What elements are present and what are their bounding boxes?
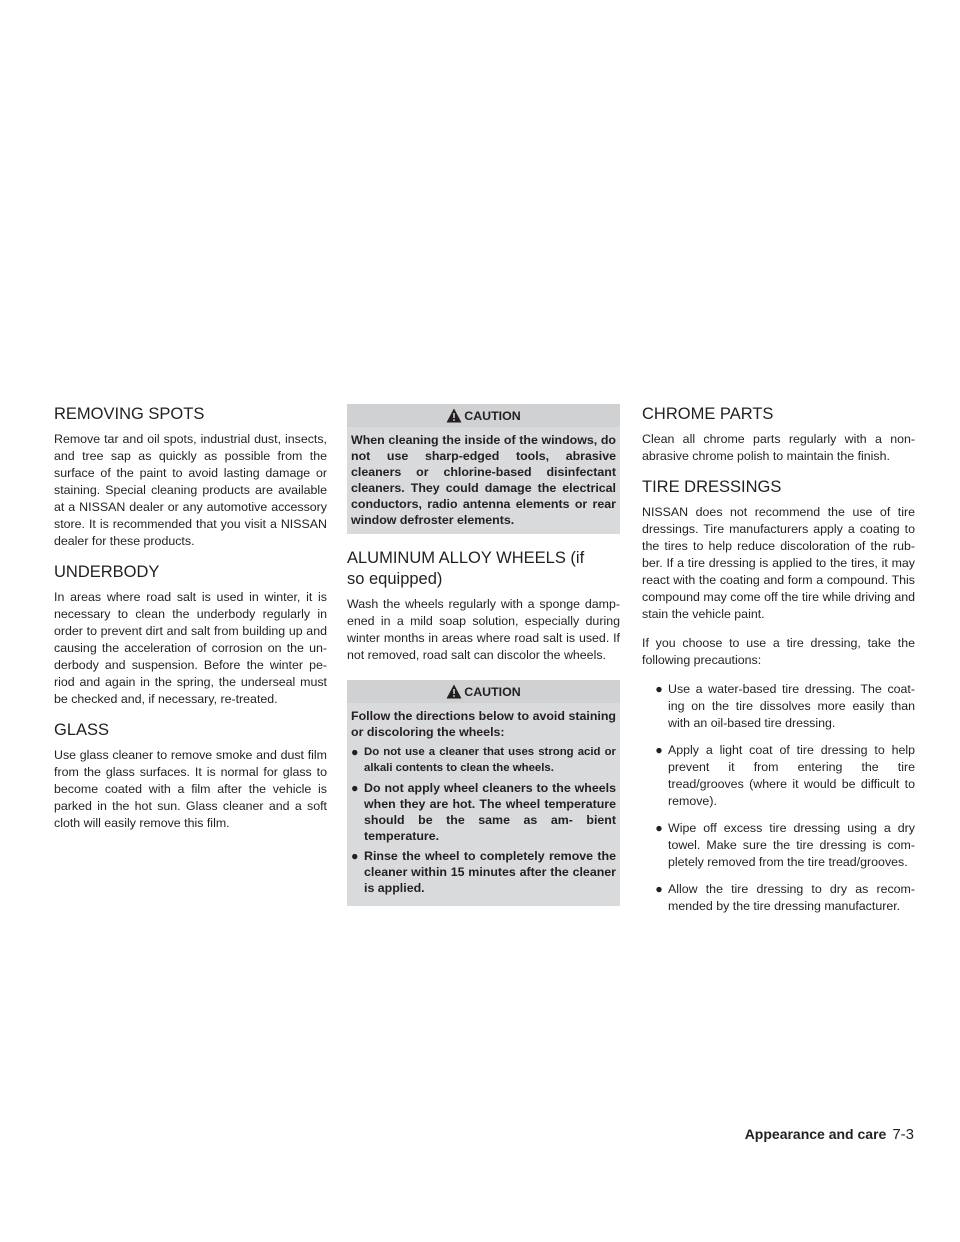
section-tire-dressings: [642, 477, 915, 915]
bullet-icon: ●: [655, 882, 663, 896]
heading-tire-dressings: TIRE DRESSINGS: [642, 478, 782, 496]
caution-bullet: [351, 780, 616, 844]
bullet-icon: ●: [655, 682, 663, 696]
caution-box-wheels: [347, 680, 620, 906]
section-aluminum-wheels: [347, 548, 620, 664]
caution-text-windows: When cleaning the inside of the windows, do not use sharp-edged tools, abrasive cleaners or chlorine-based disinfectant cleaners. They could damage the electrical conductors, radio antenna elements or rear window defroster elements.: [351, 433, 616, 527]
list-item: [650, 681, 915, 732]
caution-label: CAUTION: [464, 684, 521, 699]
list-item-text: Apply a light coat of tire dressing to help prevent it from entering the tire tread/grooves (where it would be difficult to remove).: [668, 743, 915, 808]
section-glass: [54, 720, 327, 832]
heading-removing-spots: REMOVING SPOTS: [54, 405, 205, 423]
paragraph-tire-precautions: If you choose to use a tire dressing, take the following precautions:: [642, 636, 915, 667]
page-footer: [745, 1126, 914, 1143]
list-item-text: Wipe off excess tire dressing using a dry towel. Make sure the tire dressing is com- pletely removed from the tire tread/grooves.: [668, 821, 915, 869]
page-number: 7-3: [892, 1126, 914, 1143]
column-right: [642, 404, 915, 925]
bullet-icon: ●: [351, 849, 359, 863]
caution-box-windows: [347, 404, 620, 534]
caution-bullet-text: Rinse the wheel to completely remove the cleaner within 15 minutes after the cleaner is applied.: [364, 849, 616, 895]
column-middle: [347, 404, 620, 920]
caution-bullet-text: Do not apply wheel cleaners to the wheels when they are hot. The wheel temperature should be the same as am- bient temperature.: [364, 781, 616, 843]
warning-triangle-icon: [446, 408, 462, 423]
bullet-icon: ●: [351, 781, 359, 795]
list-item: [650, 881, 915, 915]
heading-underbody: UNDERBODY: [54, 563, 160, 581]
paragraph-removing-spots: Remove tar and oil spots, industrial dust, insects, and tree sap as quickly as possible from the surface of the paint to avoid lasting damage or staining. Special cleaning products are available at a NISSAN dealer or any automotive accessory store. It is recommended that you visit a NISSAN dealer for these products.: [54, 432, 327, 548]
bullet-icon: ●: [351, 745, 359, 759]
caution-bullet: [351, 848, 616, 896]
caution-intro: Follow the directions below to avoid staining or discoloring the wheels:: [351, 709, 616, 739]
list-item: [650, 742, 915, 810]
paragraph-aluminum-wheels: Wash the wheels regularly with a sponge damp- ened in a mild soap solution, especially during winter months in areas where road salt is used. If not removed, road salt can discolor the wheels.: [347, 597, 620, 662]
caution-bullet: [351, 744, 616, 776]
heading-chrome-parts: CHROME PARTS: [642, 405, 774, 423]
paragraph-glass: Use glass cleaner to remove smoke and dust film from the glass surfaces. It is normal for glass to become coated with a film after the vehicle is parked in the hot sun. Glass cleaner and a soft cloth will easily remove this film.: [54, 748, 327, 830]
list-item-text: Allow the tire dressing to dry as recom- mended by the tire dressing manufacturer.: [668, 882, 915, 913]
list-item-text: Use a water-based tire dressing. The coat- ing on the tire dissolves more easily than with an oil-based tire dressing.: [668, 682, 915, 730]
column-left: [54, 404, 327, 844]
paragraph-tire-dressings: NISSAN does not recommend the use of tire dressings. Tire manufacturers apply a coating to the tires to help reduce discoloration of the rub- ber. If a tire dressing is applied to the tires, it may react with the coating and form a compound. This compound may come off the tire while driving and stain the vehicle paint.: [642, 505, 915, 621]
section-removing-spots: [54, 404, 327, 550]
caution-header: [347, 680, 620, 703]
caution-label: CAUTION: [464, 408, 521, 423]
warning-triangle-icon: [446, 684, 462, 699]
caution-bullet-text: Do not use a cleaner that uses strong acid or alkali contents to clean the wheels.: [364, 746, 616, 774]
paragraph-chrome-parts: Clean all chrome parts regularly with a non- abrasive chrome polish to maintain the finish.: [642, 432, 915, 463]
bullet-icon: ●: [655, 821, 663, 835]
paragraph-underbody: In areas where road salt is used in winter, it is necessary to clean the underbody regularly in order to prevent dirt and salt from building up and causing the acceleration of corrosion on the un- derbody and suspension. Before the winter pe- riod and again in the spring, the underseal must be checked and, if necessary, re-treated.: [54, 590, 327, 706]
bullet-icon: ●: [655, 743, 663, 757]
heading-aluminum-wheels: ALUMINUM ALLOY WHEELS (if so equipped): [347, 549, 585, 588]
caution-header: [347, 404, 620, 427]
section-chrome-parts: [642, 404, 915, 465]
section-underbody: [54, 562, 327, 708]
list-item: [650, 820, 915, 871]
caution-body-wheels: [351, 708, 616, 896]
footer-section-title: Appearance and care: [744, 1126, 887, 1142]
tire-precautions-list: [650, 681, 915, 915]
heading-glass: GLASS: [54, 721, 110, 739]
